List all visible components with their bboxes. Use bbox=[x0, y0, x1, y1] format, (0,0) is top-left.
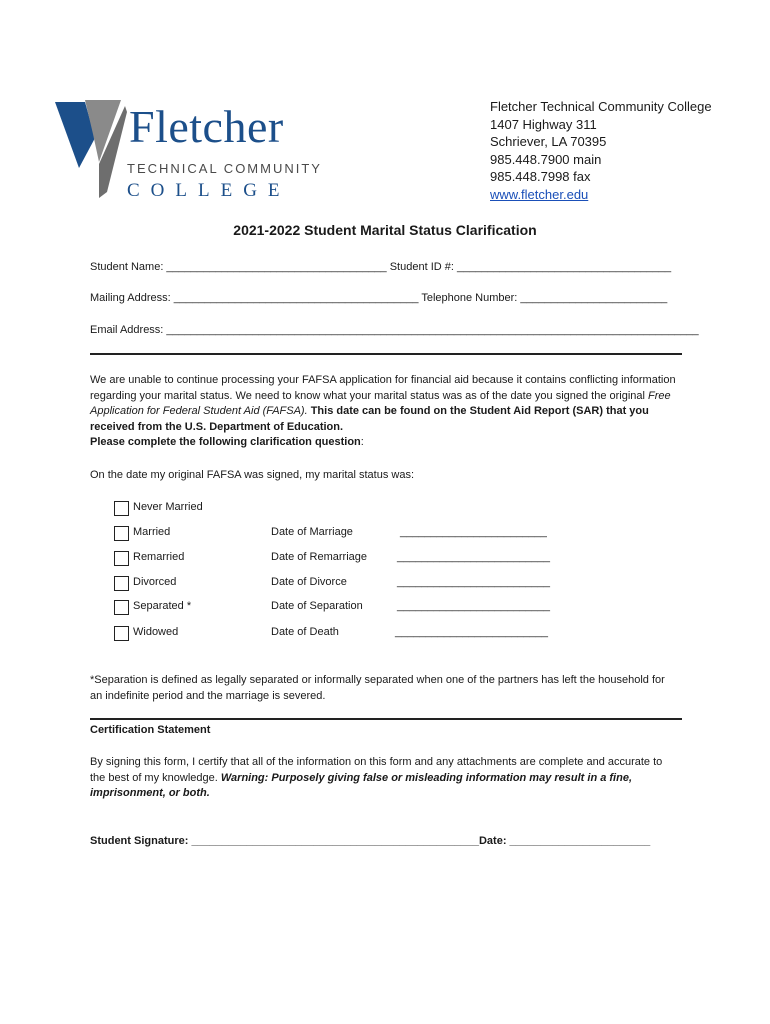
date-blank[interactable]: _________________________ bbox=[397, 551, 550, 563]
option-label: Separated * bbox=[133, 600, 192, 612]
certification-text: By signing this form, I certify that all of the information on this form and any attachments are complete and accurate to the best of my knowledge. bbox=[90, 756, 663, 784]
checkbox[interactable] bbox=[114, 526, 129, 541]
instruction-colon: : bbox=[360, 436, 364, 448]
date-label: Date of Marriage bbox=[271, 526, 353, 538]
signature-line[interactable] bbox=[90, 835, 650, 847]
certification-statement bbox=[90, 755, 680, 802]
date-blank[interactable]: ________________________ bbox=[400, 526, 547, 538]
signature-label: Student Signature: bbox=[90, 835, 192, 847]
website-link[interactable]: www.fletcher.edu bbox=[490, 186, 589, 202]
date-blank[interactable]: _________________________ bbox=[395, 626, 548, 638]
college-logo bbox=[55, 98, 325, 208]
sar-note: This date can be found on the Student Aid Report (SAR) that you received from the U.S. Department of Education. bbox=[90, 405, 649, 433]
college-name: Fletcher Technical Community College bbox=[490, 99, 712, 114]
checkbox[interactable] bbox=[114, 501, 129, 516]
instruction-text: Please complete the following clarification question bbox=[90, 436, 361, 448]
street-address: 1407 Highway 311 bbox=[490, 116, 597, 132]
question-text: On the date my original FAFSA was signed, my marital status was: bbox=[90, 469, 415, 481]
fax-number: 985.448.7998 fax bbox=[490, 169, 591, 184]
certification-heading: Certification Statement bbox=[90, 724, 211, 736]
date-label: Date: bbox=[478, 835, 510, 847]
checkbox[interactable] bbox=[114, 600, 129, 615]
option-label: Never Married bbox=[133, 501, 203, 513]
city-state-zip: Schriever, LA 70395 bbox=[490, 134, 607, 149]
checkbox[interactable] bbox=[114, 626, 129, 641]
form-title: 2021-2022 Student Marital Status Clarification bbox=[233, 222, 537, 238]
date-blank[interactable]: _________________________ bbox=[397, 576, 550, 588]
option-label: Divorced bbox=[133, 576, 177, 588]
fafsa-name: Free Application for Federal Student Aid (FAFSA). bbox=[90, 389, 671, 417]
option-label: Married bbox=[133, 526, 171, 538]
section-divider bbox=[90, 353, 682, 355]
email-address-line[interactable]: Email Address: _______________________________________________________________________________________ bbox=[90, 324, 699, 336]
date-blank[interactable]: _______________________ bbox=[509, 835, 651, 847]
signature-blank[interactable]: _______________________________________________ bbox=[191, 835, 479, 847]
logo-wordmark: Fletcher bbox=[129, 101, 284, 152]
date-label: Date of Separation bbox=[271, 600, 363, 612]
intro-paragraph bbox=[90, 373, 680, 451]
main-phone: 985.448.7900 main bbox=[490, 151, 602, 167]
logo-college: COLLEGE bbox=[127, 180, 291, 201]
checkbox[interactable] bbox=[114, 576, 129, 591]
student-name-id-line[interactable]: Student Name: ____________________________________ Student ID #: ___________________________________ bbox=[90, 261, 672, 273]
date-label: Date of Death bbox=[271, 626, 339, 638]
date-label: Date of Remarriage bbox=[271, 551, 367, 563]
intro-text: We are unable to continue processing your FAFSA application for financial aid because it contains conflicting information regarding your marital status. We need to know what your marital status was as of the date you signed the original bbox=[90, 374, 676, 402]
logo-subtitle: TECHNICAL COMMUNITY bbox=[127, 161, 322, 176]
warning-text: Warning: Purposely giving false or misleading information may result in a fine, imprisonment, or both. bbox=[90, 771, 633, 799]
option-label: Remarried bbox=[133, 551, 185, 563]
section-divider bbox=[90, 718, 682, 720]
mailing-address-phone-line[interactable]: Mailing Address: ________________________________________ Telephone Number: ________________________ bbox=[90, 292, 668, 304]
date-blank[interactable]: _________________________ bbox=[397, 600, 550, 612]
separation-footnote: *Separation is defined as legally separated or informally separated when one of the partners has left the household for an indefinite period and the marriage is severed. bbox=[90, 674, 665, 702]
college-address-block bbox=[490, 98, 712, 203]
option-label: Widowed bbox=[133, 626, 179, 638]
chevron-logo-icon bbox=[55, 98, 129, 198]
date-label: Date of Divorce bbox=[271, 576, 347, 588]
checkbox[interactable] bbox=[114, 551, 129, 566]
